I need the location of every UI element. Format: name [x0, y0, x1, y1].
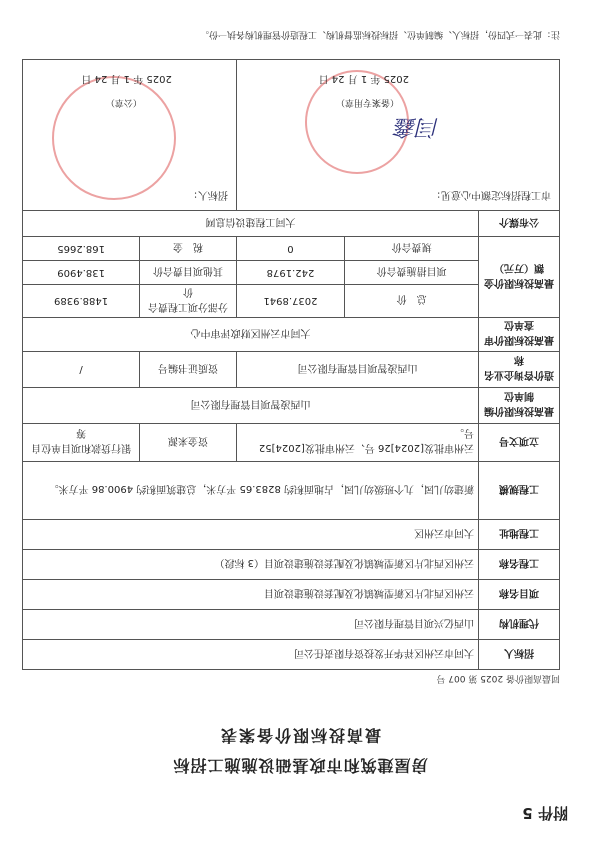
total-price-label: 总 价	[345, 285, 479, 318]
table-row	[23, 211, 560, 237]
divisional-cost-label: 分部分项工程费合价	[140, 285, 237, 318]
agency-label: 代理机构	[479, 610, 560, 640]
cost-firm-label: 造价咨询企业名称	[479, 352, 560, 388]
project-name-label: 项目名称	[479, 580, 560, 610]
document-number: 同最高限价备 2025 第 007 号	[436, 673, 560, 683]
table-row	[23, 352, 560, 388]
cert-number-label: 资质证书编号	[140, 352, 237, 388]
footnote: 注：此表一式四份，招标人、编制单位、招标投标监督机构、工程造价管理机构各执一份。	[199, 29, 560, 39]
table-row	[23, 640, 560, 670]
publish-label: 公布媒介	[479, 211, 560, 237]
document-title: 房屋建筑和市政基础设施施工招标	[172, 756, 428, 775]
reviewer-label: 最高投标限价审查单位	[479, 318, 560, 352]
tenderer-label: 招标人	[479, 640, 560, 670]
fund-source-label: 资金来源	[140, 424, 237, 462]
table-row	[23, 520, 560, 550]
engineering-name-label: 工程名称	[479, 550, 560, 580]
fund-source-value: 银行贷款和项目单位自筹	[23, 424, 140, 462]
table-row	[23, 610, 560, 640]
company-seal-note: （公章）	[105, 97, 142, 107]
table-row	[23, 462, 560, 520]
site-label: 工程地址	[479, 520, 560, 550]
scale-label: 工程规模	[479, 462, 560, 520]
filing-seal-note: （备案专用章）	[335, 97, 399, 107]
price-label: 最高投标限价金额（万元）	[479, 237, 560, 318]
site-value: 大同市云州区	[23, 520, 479, 550]
table-row	[23, 60, 560, 211]
approval-value: 云州审批发[2024]26 号、云州审批发[2024]52 号。	[236, 424, 478, 462]
table-row	[23, 285, 560, 318]
fee-value: 0	[236, 237, 344, 261]
measures-cost-value: 242.1978	[236, 261, 344, 285]
attachment-label: 附件 5	[522, 804, 568, 822]
publish-value: 大同工程建设信息网	[23, 211, 479, 237]
other-cost-value: 138.4909	[23, 261, 140, 285]
filing-table	[22, 59, 560, 670]
tax-label: 税 金	[140, 237, 237, 261]
table-row	[23, 424, 560, 462]
engineering-name-value: 云州区西北片区新型城镇化及配套设施建设项目（3 标段）	[23, 550, 479, 580]
table-row	[23, 318, 560, 352]
signature: 闫鑫	[394, 114, 439, 139]
table-row	[23, 388, 560, 424]
table-row	[23, 550, 560, 580]
other-cost-label: 其他项目费合价	[140, 261, 237, 285]
cert-number-value: /	[23, 352, 140, 388]
fee-label: 规费合价	[345, 237, 479, 261]
reviewer-value: 大同市云州区财政评审中心	[23, 318, 479, 352]
measures-cost-label: 项目措施费合价	[345, 261, 479, 285]
divisional-cost-value: 1488.9389	[23, 285, 140, 318]
tenderer-sign-label: 招标人：	[187, 189, 228, 200]
agency-value: 山西亿兴项目管理有限公司	[23, 610, 479, 640]
tax-value: 168.2665	[23, 237, 140, 261]
approval-label: 立项文号	[479, 424, 560, 462]
document-subtitle: 最高投标限价备案表	[219, 726, 382, 745]
project-name-value: 云州区西北片区新型城镇化及配套设施建设项目	[23, 580, 479, 610]
cost-firm-value: 山西凌智项目管理有限公司	[236, 352, 478, 388]
company-seal	[52, 76, 176, 200]
tenderer-date: 2025 年 1 月 24 日	[81, 73, 172, 84]
tenderer-opinion	[23, 60, 237, 211]
quota-center-opinion	[236, 60, 559, 211]
total-price-value: 2037.8941	[236, 285, 344, 318]
quota-center-opinion-title: 市工程招标定额中心意见：	[431, 189, 551, 200]
scale-value: 新建幼儿园，九个班级幼儿园，占地面积约 8283.65 平方米，总建筑面积约 4900.86 平方米。	[23, 462, 479, 520]
filing-date: 2025 年 1 月 24 日	[318, 73, 409, 84]
table-row	[23, 580, 560, 610]
compiler-value: 山西凌智项目管理有限公司	[23, 388, 479, 424]
tenderer-value: 大同市云州区祥华开发投资有限责任公司	[23, 640, 479, 670]
compiler-label: 最高投标限价编制单位	[479, 388, 560, 424]
